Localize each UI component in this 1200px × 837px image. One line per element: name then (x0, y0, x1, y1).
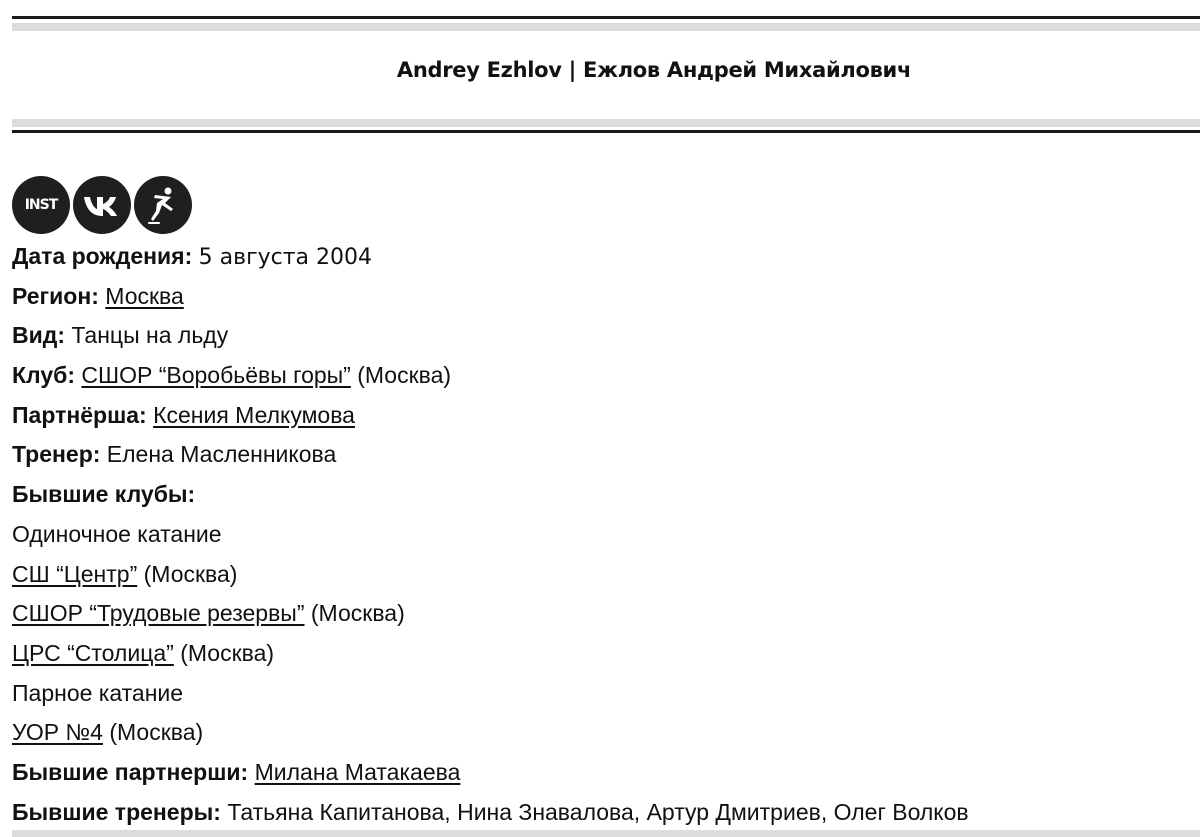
club-city: (Москва) (357, 362, 452, 389)
header-bottom-band (12, 119, 1200, 127)
vk-icon[interactable] (73, 176, 131, 234)
pairs-heading: Парное катание (12, 679, 184, 706)
club-link[interactable]: СШОР “Воробьёвы горы” (81, 362, 351, 389)
former-club-item (12, 594, 1192, 634)
former-club-item (12, 713, 1192, 753)
former-clubs-label: Бывшие клубы: (12, 481, 196, 508)
former-club-link[interactable]: УОР №4 (12, 719, 103, 746)
partner-link[interactable]: Ксения Мелкумова (153, 401, 355, 428)
header-top-border (12, 16, 1200, 19)
discipline-label: Вид: (12, 322, 66, 349)
coach-value: Елена Масленникова (106, 441, 337, 468)
coach-row (12, 435, 1192, 475)
birth-date-label: Дата рождения: (12, 243, 193, 269)
discipline-value: Танцы на льду (71, 322, 229, 349)
singles-heading: Одиночное катание (12, 520, 222, 547)
former-coaches-value: Татьяна Капитанова, Нина Знавалова, Артур Дмитриев, Олег Волков (227, 798, 969, 825)
former-partner-link[interactable]: Милана Матакаева (254, 758, 461, 785)
former-partners-label: Бывшие партнерши: (12, 758, 249, 785)
club-row (12, 356, 1192, 396)
former-coaches-row (12, 793, 1192, 833)
former-club-city: (Москва) (180, 639, 275, 666)
former-club-city: (Москва) (310, 600, 405, 627)
header-top-band (12, 23, 1200, 31)
former-club-item (12, 634, 1192, 674)
skater-icon[interactable] (134, 176, 192, 234)
coach-label: Тренер: (12, 441, 101, 468)
club-label: Клуб: (12, 362, 76, 389)
profile-info (12, 237, 1192, 832)
header-bottom-border (12, 130, 1200, 133)
skater-glyph (141, 183, 185, 227)
partner-row (12, 396, 1192, 436)
former-club-item (12, 555, 1192, 595)
page-title: Andrey Ezhlov | Ежлов Андрей Михайлович (396, 58, 912, 82)
former-club-city: (Москва) (109, 719, 204, 746)
region-row (12, 277, 1192, 317)
former-coaches-label: Бывшие тренеры: (12, 798, 221, 825)
former-club-city: (Москва) (143, 560, 238, 587)
region-label: Регион: (12, 282, 99, 309)
former-partners-row (12, 753, 1192, 793)
vk-logo-glyph (82, 191, 122, 219)
instagram-icon[interactable] (12, 176, 70, 234)
former-club-link[interactable]: СШ “Центр” (12, 560, 138, 587)
social-links (12, 176, 202, 234)
former-club-link[interactable]: ЦРС “Столица” (12, 639, 174, 666)
footer-band (12, 830, 1200, 837)
former-clubs-row (12, 475, 1192, 515)
region-link[interactable]: Москва (105, 282, 184, 309)
discipline-row (12, 316, 1192, 356)
birth-date-row (12, 237, 1192, 277)
former-club-link[interactable]: СШОР “Трудовые резервы” (12, 600, 305, 627)
birth-date-value: 5 августа 2004 (198, 245, 373, 270)
partner-label: Партнёрша: (12, 401, 147, 428)
instagram-icon-label: INST (24, 197, 58, 213)
